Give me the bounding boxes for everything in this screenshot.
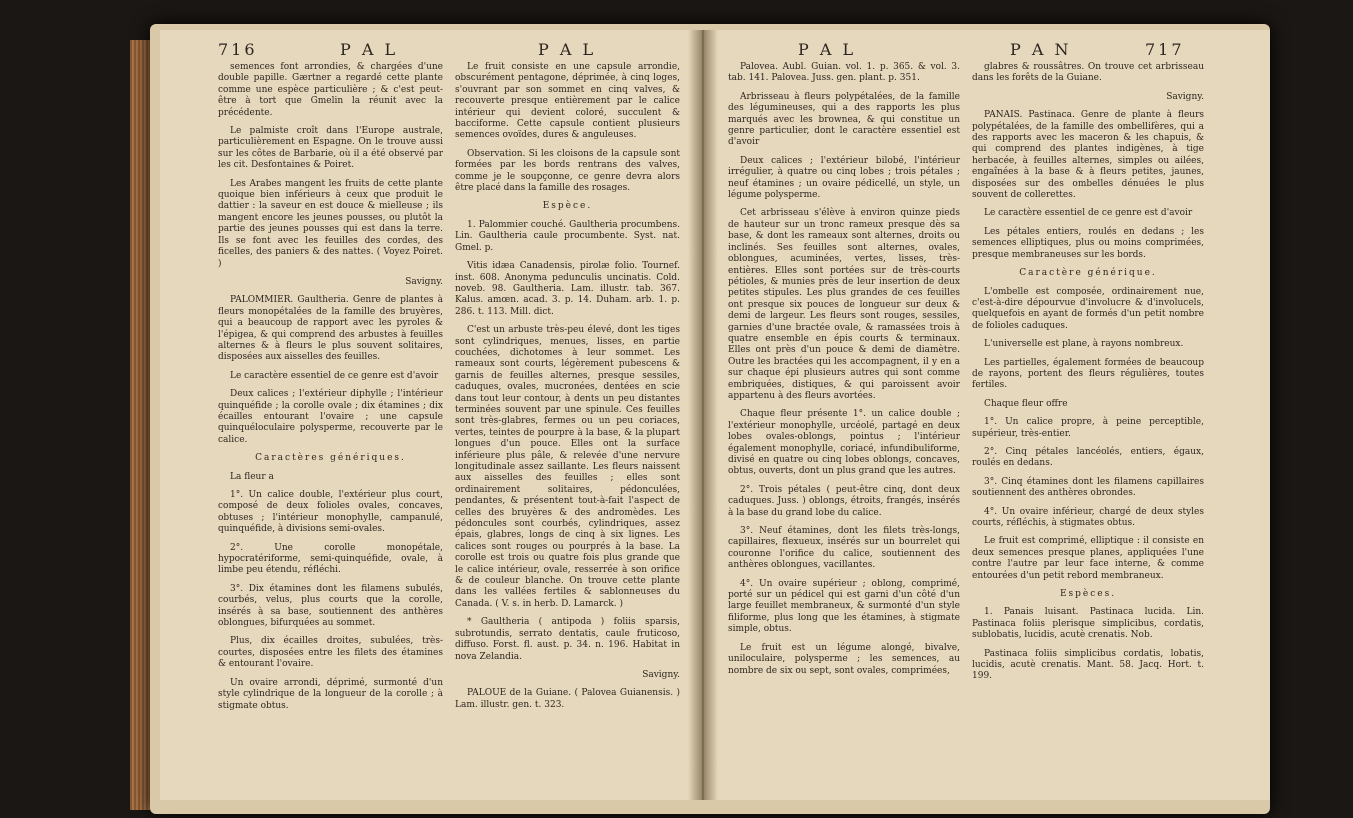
paragraph: Espèces. xyxy=(1059,589,1117,600)
paragraph: L'ombelle est composée, ordinairement nue, c'est-à-dire dépourvue d'involucre & d'involucels, quelquefois en ayant de formés d'un petit nombre de folioles caduques. xyxy=(972,286,1204,331)
paragraph: Caractère générique. xyxy=(1019,268,1157,279)
left-page-number: 716 xyxy=(218,40,258,59)
paragraph: Les pétales entiers, roulés en dedans ; les semences elliptiques, plus ou moins comprimées, presque membraneuses sur les bords. xyxy=(972,226,1204,260)
paragraph: 4°. Un ovaire supérieur ; oblong, comprimé, porté sur un pédicel qui est garni d'un côté d'un large feuillet membraneux, & surmonté d'un style filiforme, plus long que les étamines, à stigmate simple, obtus. xyxy=(728,578,960,635)
paragraph: 1. Palommier couché. Gaultheria procumbens. Lin. Gaultheria caule procumbente. Syst. nat. Gmel. p. xyxy=(455,219,680,253)
paragraph: C'est un arbuste très-peu élevé, dont les tiges sont cylindriques, menues, lisses, en partie couchées, dichotomes à leur sommet. Les rameaux sont courts, légèrement pubescens & garnis de feuilles alternes, presque sessiles, caduques, ovales, mucronées, dentées en scie dans tout leur contour, à dents un peu distantes terminées souvent par une spinule. Ces feuilles sont très-glabres, fermes ou un peu coriaces, vertes, teintes de pourpre à la base, & la plupart longues d'un pouce. Elles ont la surface inférieure plus pâle, & relevée d'une nervure longitudinale assez saillante. Les fleurs naissent aux aisselles des feuilles ; elles sont ordinairement solitaires, pédonculées, pendantes, & présentent tout-à-fait l'aspect de celles des bruyères & des andromèdes. Les pédoncules sont courbés, cylindriques, assez épais, glabres, longs de cinq à six lignes. Les calices sont rouges ou pourprés à la base. La corolle est trois ou quatre fois plus grande que le calice intérieur, ovale, resserrée à son orifice & de couleur blanche. On trouve cette plante dans les vallées fertiles & sablonneuses du Canada. ( V. s. in herb. D. Lamarck. ) xyxy=(455,325,680,609)
paragraph: 1°. Un calice double, l'extérieur plus court, composé de deux folioles ovales, concaves, obtuses ; l'intérieur monophylle, campanulé, quinquéfide, à divisions semi-ovales. xyxy=(218,490,443,535)
paragraph: Chaque fleur offre xyxy=(984,398,1068,409)
right-column-1 xyxy=(728,62,960,684)
paragraph: L'universelle est plane, à rayons nombreux. xyxy=(984,339,1184,350)
right-page-number: 717 xyxy=(1145,40,1185,59)
paragraph: Arbrisseau à fleurs polypétalées, de la famille des légumineuses, qui a des rapports les plus marqués avec les brownea, & qui constitue un genre particulier, dont le caractère essentiel est d'avoir xyxy=(728,91,960,148)
paragraph: Espèce. xyxy=(542,201,593,212)
paragraph: Palovea. Aubl. Guian. vol. 1. p. 365. & vol. 3. tab. 141. Palovea. Juss. gen. plant. p. 351. xyxy=(728,62,960,84)
paragraph: 4°. Un ovaire inférieur, chargé de deux styles courts, réfléchis, à stigmates obtus. xyxy=(972,506,1204,528)
paragraph: Le caractère essentiel de ce genre est d'avoir xyxy=(230,370,439,381)
paragraph: 2°. Cinq pétales lancéolés, entiers, égaux, roulés en dedans. xyxy=(972,446,1204,469)
paragraph: Le fruit consiste en une capsule arrondie, obscurément pentagone, déprimée, à cinq loges, s'ouvrant par son sommet en cinq valves, & recouverte presque entièrement par le calice intérieur qui devient coloré, succulent & bacciforme. Cette capsule contient plusieurs semences ovoïdes, dures & anguleuses. xyxy=(455,62,680,141)
paragraph: Le fruit est un légume alongé, bivalve, uniloculaire, polysperme ; les semences, au nombre de six ou sept, sont ovales, comprimées, xyxy=(728,642,960,676)
paragraph: 2°. Une corolle monopétale, hypocratériforme, semi-quinquéfide, ovale, à limbe peu étendu, réfléchi. xyxy=(218,542,443,576)
paragraph: Un ovaire arrondi, déprimé, surmonté d'un style cylindrique de la longueur de la corolle ; à stigmate obtus. xyxy=(218,677,443,711)
right-column-2 xyxy=(972,62,1204,690)
paragraph: Caractères génériques. xyxy=(255,453,406,464)
paragraph: Chaque fleur présente 1°. un calice double ; l'extérieur monophylle, urcéolé, partagé en deux lobes ovales-oblongs, pointus ; l'intérieur également monophylle, coriacé, infundibuliforme, divisé en quatre ou cinq lobes oblongs, concaves, obtus, ouverts, dont un plus grand que les autres. xyxy=(728,409,960,477)
paragraph: Les partielles, également formées de beaucoup de rayons, portent des fleurs régulières, toutes fertiles. xyxy=(972,357,1204,391)
paragraph: Savigny. xyxy=(1166,91,1204,102)
paragraph: Le palmiste croît dans l'Europe australe, particulièrement en Espagne. On le trouve aussi sur les côtes de Barbarie, où il a été observé par les cit. Desfontaines & Poiret. xyxy=(218,126,443,171)
left-header-left: P A L xyxy=(340,40,399,59)
paragraph: 3°. Dix étamines dont les filamens subulés, courbés, velus, plus courts que la corolle, insérés à sa base, soutiennent des anthères oblongues, bifurquées au sommet. xyxy=(218,583,443,629)
paragraph: Les Arabes mangent les fruits de cette plante quoique bien inférieurs à ceux que produit le dattier : la saveur en est douce & mielleuse ; ils mangent encore les jeunes pousses, ou plutôt la partie des jeunes pousses qui est dans la terre. Ils se font avec les feuilles des cordes, des ficelles, des paniers & des nattes. ( Voyez Poiret. ) xyxy=(218,178,443,269)
left-column-2 xyxy=(455,62,680,718)
paragraph: PANAIS. Pastinaca. Genre de plante à fleurs polypétalées, de la famille des ombellifères, qui a des rapports avec les maceron & les chapuis, & qui comprend des plantes indigènes, à tige herbacée, à feuilles alternes, simples ou ailées, engaînées à la base & à fleurs petites, jaunes, disposées sur des ombelles dénuées le plus souvent de collerettes. xyxy=(972,110,1204,201)
paragraph: * Gaultheria ( antipoda ) foliis sparsis, subrotundis, serrato dentatis, caule fruticoso, diffuso. Forst. fl. aust. p. 34. n. 196. Habitat in nova Zelandia. xyxy=(455,617,680,662)
paragraph: 2°. Trois pétales ( peut-être cinq, dont deux caduques. Juss. ) oblongs, étroits, frangés, insérés à la base du grand lobe du calice. xyxy=(728,484,960,518)
paragraph: 3°. Neuf étamines, dont les filets très-longs, capillaires, flexueux, insérés sur un bourrelet qui couronne l'orifice du calice, soutiennent des anthères oblongues, vacillantes. xyxy=(728,526,960,571)
right-header-right: P A N xyxy=(1010,40,1072,59)
paragraph: PALOMMIER. Gaultheria. Genre de plantes à fleurs monopétalées de la famille des bruyères, qui a beaucoup de rapport avec les pyroles & l'épigea, & qui comprend des arbustes à feuilles alternes & à fleurs le plus souvent solitaires, disposées aux aisselles des feuilles. xyxy=(218,295,443,363)
paragraph: Savigny. xyxy=(405,276,443,287)
paragraph: Le fruit est comprimé, elliptique : il consiste en deux semences presque planes, appliquées l'une contre l'autre par leur face interne, & comme entourées d'un petit rebord membraneux. xyxy=(972,536,1204,581)
paragraph: Deux calices ; l'extérieur diphylle ; l'intérieur quinquéfide ; la corolle ovale ; dix étamines ; dix écailles entourant l'ovaire ; une capsule quinquéloculaire polysperme, recouverte par le calice. xyxy=(218,389,443,445)
paragraph: PALOUE de la Guiane. ( Palovea Guianensis. ) Lam. illustr. gen. t. 323. xyxy=(455,688,680,710)
paragraph: semences font arrondies, & chargées d'une double papille. Gærtner a regardé cette plante comme une espèce particulière ; & c'est peut-être à tort que Gmelin la réunit avec la précédente. xyxy=(218,62,443,118)
paragraph: 1. Panais luisant. Pastinaca lucida. Lin. Pastinaca foliis plerisque simplicibus, cordatis, sublobatis, lucidis, acutè crenatis. Nob. xyxy=(972,607,1204,641)
paragraph: Le caractère essentiel de ce genre est d'avoir xyxy=(984,208,1193,219)
paragraph: La fleur a xyxy=(230,471,274,482)
paragraph: glabres & roussâtres. On trouve cet arbrisseau dans les forêts de la Guiane. xyxy=(972,62,1204,84)
right-header-left: P A L xyxy=(798,40,857,59)
left-header-right: P A L xyxy=(538,40,597,59)
paragraph: Cet arbrisseau s'élève à environ quinze pieds de hauteur sur un tronc rameux presque dès sa base, & dont les rameaux sont alternes, droits ou inclinés. Ses feuilles sont alternes, ovales, oblongues, acuminées, vertes, lisses, très-entières. Elles sont portées sur de très-courts pétioles, & munies près de leur insertion de deux petites stipules. Les plus grandes de ces feuilles ont presque six pouces de longueur sur deux & demi de largeur. Les fleurs sont rouges, sessiles, garnies d'une bractée ovale, & ramassées trois à quatre ensemble en épis courts & terminaux. Elles ont près d'un pouce & demi de diamètre. Outre les bractées qui les accompagnent, il y en a sur chaque épi plusieurs autres qui sont comme embriquées, distiques, & qui paroissent avoir appartenu à des fleurs avortées. xyxy=(728,208,960,401)
left-column-1 xyxy=(218,62,443,719)
paragraph: Pastinaca foliis simplicibus cordatis, lobatis, lucidis, acutè crenatis. Mant. 58. Jacq. Hort. t. 199. xyxy=(972,648,1204,682)
paragraph: Observation. Si les cloisons de la capsule sont formées par les bords rentrans des valves, comme je le soupçonne, ce genre devra alors être placé dans la famille des rosages. xyxy=(455,148,680,194)
paragraph: 3°. Cinq étamines dont les filamens capillaires soutiennent des anthères obrondes. xyxy=(972,476,1204,499)
paragraph: Deux calices ; l'extérieur bilobé, l'intérieur irrégulier, à quatre ou cinq lobes ; trois pétales ; neuf étamines ; un ovaire pédicellé, un style, un légume polysperme. xyxy=(728,155,960,201)
paragraph: 1°. Un calice propre, à peine perceptible, supérieur, très-entier. xyxy=(972,417,1204,439)
paragraph: Savigny. xyxy=(642,669,680,680)
book-gutter xyxy=(688,30,718,800)
paragraph: Plus, dix écailles droites, subulées, très-courtes, disposées entre les filets des étamines & entourant l'ovaire. xyxy=(218,636,443,670)
paragraph: Vitis idæa Canadensis, pirolæ folio. Tournef. inst. 608. Anonyma pedunculis uncinatis. Cold. noveb. 98. Gaultheria. Lam. illustr. tab. 367. Kalus. amœn. acad. 3. p. 14. Duham. arb. 1. p. 286. t. 113. Mill. dict. xyxy=(455,261,680,317)
